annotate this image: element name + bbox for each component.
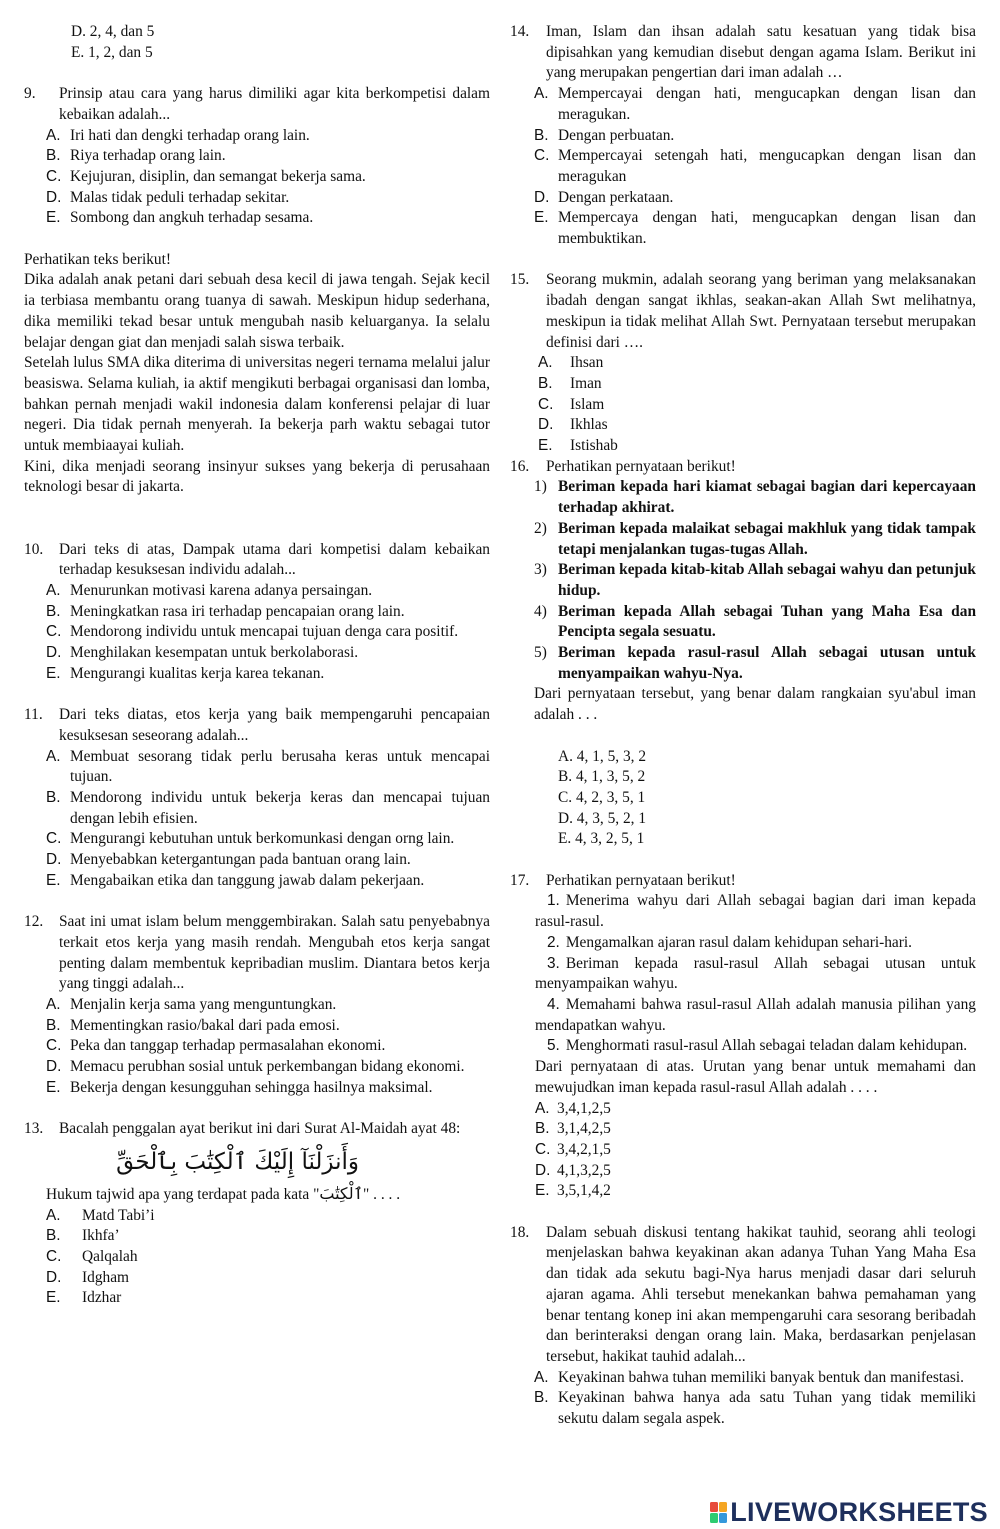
statement-text: Beriman kepada rasul-rasul Allah sebagai utusan untuk menyampaikan wahyu. <box>535 954 976 993</box>
option-a[interactable] <box>46 126 490 147</box>
statement-label: 1) <box>534 478 547 496</box>
arabic-word: ٱلْكِتَٰبَ <box>319 1183 364 1203</box>
option-b[interactable] <box>46 1226 490 1247</box>
option-label: B. <box>534 1389 549 1407</box>
option-label: D. <box>535 1161 551 1179</box>
question-prompt: Dari pernyataan tersebut, yang benar dalam rangkaian syu'abul iman adalah . . . <box>534 685 976 724</box>
option-text: Menyebabkan ketergantungan pada bantuan orang lain. <box>70 851 411 869</box>
option-b[interactable] <box>534 1388 976 1429</box>
left-column <box>24 22 490 1309</box>
option-text: Mementingkan rasio/bakal dari pada emosi. <box>70 1016 340 1034</box>
statement-text: Menghormati rasul-rasul Allah sebagai teladan dalam kehidupan. <box>565 1037 968 1055</box>
question-15 <box>510 270 976 456</box>
option-e[interactable] <box>46 208 490 229</box>
option-c[interactable] <box>46 622 490 643</box>
tajwid-question <box>24 1184 490 1206</box>
question-number: 11. <box>24 706 43 724</box>
question-18 <box>510 1223 976 1430</box>
option-label: E. <box>46 871 61 889</box>
question-text: Saat ini umat islam belum menggembirakan. Salah satu penyebabnya terkait etos kerja yang masih rendah. Mengubah etos kerja sangat penting dalam membentuk kepribadian muslim. Diantara betos kerja yang tinggi adalah... <box>59 913 490 993</box>
statement-text: Mengamalkan ajaran rasul dalam kehidupan sehari-hari. <box>565 933 912 951</box>
option-text: Menghilakan kesempatan untuk berkolaborasi. <box>70 644 359 662</box>
option-c[interactable] <box>46 1036 490 1057</box>
question-number: 9. <box>24 85 36 103</box>
statement-4 <box>534 602 976 643</box>
option-text: Mendorong individu untuk mencapai tujuan denga cara positif. <box>70 623 459 641</box>
option-label: E. <box>46 1289 61 1307</box>
question-10 <box>24 540 490 685</box>
question-number: 17. <box>510 871 530 889</box>
statement-4 <box>535 995 976 1036</box>
option-d[interactable] <box>46 1268 490 1289</box>
question-number: 16. <box>510 457 530 475</box>
reading-passage <box>24 250 490 498</box>
question-text: Bacalah penggalan ayat berikut ini dari Surat Al-Maidah ayat 48: <box>59 1120 461 1138</box>
liveworksheets-logo-icon <box>710 1502 727 1523</box>
option-text: Kejujuran, disiplin, dan semangat bekerja sama. <box>70 167 366 185</box>
option-text: Memacu perubhan sosial untuk perkembangan bidang ekonomi. <box>70 1058 465 1076</box>
option-label: C. <box>538 395 554 413</box>
option-label: A. <box>46 747 61 765</box>
prev-option-e: E. 1, 2, dan 5 <box>71 43 153 61</box>
option-text: Malas tidak peduli terhadap sekitar. <box>70 188 290 206</box>
option-b[interactable]: B. 4, 1, 3, 5, 2 <box>558 768 646 786</box>
question-11 <box>24 705 490 891</box>
option-label: A. <box>46 995 61 1013</box>
option-label: A. <box>46 581 61 599</box>
option-b[interactable] <box>538 374 976 395</box>
statement-3 <box>534 560 976 601</box>
option-text: Mempercayai dengan hati, mengucapkan dengan lisan dan meragukan. <box>558 85 976 123</box>
option-d[interactable] <box>46 188 490 209</box>
statement-label: 4. <box>547 996 560 1013</box>
option-label: C. <box>46 1247 62 1265</box>
option-text: Mengurangi kebutuhan untuk berkomunkasi dengan orng lain. <box>70 830 455 848</box>
option-d[interactable] <box>538 415 976 436</box>
statement-label: 2. <box>547 933 560 951</box>
option-text: Keyakinan bahwa hanya ada satu Tuhan yang tidak memiliki sekutu dalam segala aspek. <box>558 1389 976 1428</box>
option-text: Mengurangi kualitas kerja karea tekanan. <box>70 664 325 682</box>
question-13 <box>24 1119 490 1309</box>
option-text: Membuat sesorang tidak perlu berusaha keras untuk mencapai tujuan. <box>70 747 490 786</box>
option-label: A. <box>46 1206 61 1224</box>
option-e[interactable] <box>46 664 490 685</box>
option-text: Mempercaya dengan hati, mengucapkan dengan lisan dan membuktikan. <box>558 209 976 248</box>
option-label: B. <box>46 1227 61 1245</box>
option-label: A. <box>534 85 549 103</box>
tajwid-question-post: " . . . . <box>363 1185 401 1203</box>
question-number: 13. <box>24 1120 44 1138</box>
option-label: D. <box>538 416 554 434</box>
statement-2 <box>535 933 976 954</box>
option-d[interactable]: D. 4, 3, 5, 2, 1 <box>558 809 647 827</box>
statement-label: 5) <box>534 644 547 662</box>
statement-label: 5. <box>547 1037 560 1055</box>
question-prompt: Dari pernyataan di atas. Urutan yang benar untuk memahami dan mewujudkan iman kepada rasul-rasul Allah adalah . . . . <box>535 1058 976 1096</box>
option-a[interactable] <box>46 1206 490 1227</box>
option-b[interactable] <box>534 126 976 147</box>
option-text: Sombong dan angkuh terhadap sesama. <box>70 209 314 227</box>
statement-text: Beriman kepada rasul-rasul Allah sebagai utusan untuk menyampaikan wahyu-Nya. <box>558 644 976 682</box>
option-a[interactable] <box>46 747 490 788</box>
question-17 <box>510 871 976 1202</box>
statement-5 <box>534 643 976 684</box>
tajwid-question-pre: Hukum tajwid apa yang terdapat pada kata " <box>46 1185 320 1203</box>
option-label: C. <box>534 147 550 165</box>
option-text: Keyakinan bahwa tuhan memiliki banyak bentuk dan manifestasi. <box>558 1368 965 1386</box>
statement-text: Beriman kepada hari kiamat sebagai bagian dari kepercayaan terhadap akhirat. <box>558 478 976 517</box>
option-c[interactable]: C. 4, 2, 3, 5, 1 <box>558 788 646 806</box>
option-text: 3,1,4,2,5 <box>557 1120 611 1138</box>
option-text: Iman <box>570 374 602 392</box>
option-a[interactable] <box>535 1099 976 1120</box>
statement-label: 3. <box>547 954 560 972</box>
option-b[interactable] <box>46 788 490 829</box>
option-c[interactable] <box>46 829 490 850</box>
passage-paragraph-1: Dika adalah anak petani dari sebuah desa kecil di jawa tengah. Sejak kecil ia terbiasa membantu orang tuanya di sawah. Meskipun hidup sederhana, dika memiliki tekad besar untuk mengubah nasib keluarganya. Ia selalu belajar dengan giat dan menjadi salah siswa terbaik. <box>24 271 490 351</box>
statement-text: Beriman kepada malaikat sebagai makhluk yang tidak tampak tetapi menjalankan tugas-tugas Allah. <box>558 519 976 558</box>
option-text: Qalqalah <box>82 1247 138 1265</box>
statement-text: Beriman kepada kitab-kitab Allah sebagai wahyu dan petunjuk hidup. <box>558 561 976 599</box>
question-number: 10. <box>24 540 44 558</box>
option-b[interactable] <box>46 1016 490 1037</box>
option-label: B. <box>46 788 61 806</box>
statement-label: 1. <box>547 892 560 910</box>
option-text: Islam <box>570 395 605 413</box>
option-text: Peka dan tanggap terhadap permasalahan ekonomi. <box>70 1037 386 1055</box>
statement-text: Menerima wahyu dari Allah sebagai bagian dari iman kepada rasul-rasul. <box>535 892 976 931</box>
question-14 <box>510 22 976 250</box>
option-text: Mempercayai setengah hati, mengucapkan dengan lisan dan meragukan <box>558 147 976 185</box>
statement-text: Memahami bahwa rasul-rasul Allah adalah manusia pilihan yang mendapatkan wahyu. <box>535 996 976 1034</box>
statement-label: 3) <box>534 561 547 579</box>
option-label: D. <box>46 1058 62 1076</box>
option-label: D. <box>46 1268 62 1286</box>
statement-text: Beriman kepada Allah sebagai Tuhan yang Maha Esa dan Pencipta segala sesuatu. <box>558 602 976 641</box>
statement-label: 4) <box>534 602 547 620</box>
question-text: Dalam sebuah diskusi tentang hakikat tauhid, seorang ahli teologi menjelaskan bahwa keyakinan akan adanya Tuhan Yang Maha Esa dan tidak ada sekutu bagi-Nya harus menjadi dasar dari seluruh ajaran agama. Ahli tersebut menekankan bahwa pemahaman yang benar tentang konep ini akan mempengaruhi cara sesorang beribadah dan berinteraksi dengan orang lain. Maka, berdasarkan penjelasan tersebut, hakikat tauhid adalah... <box>546 1223 976 1365</box>
option-label: E. <box>46 209 61 227</box>
option-e[interactable] <box>46 1288 490 1309</box>
option-label: B. <box>46 1016 61 1034</box>
option-label: E. <box>46 664 61 682</box>
statement-5 <box>535 1036 976 1057</box>
option-text: 3,4,2,1,5 <box>557 1140 611 1158</box>
option-label: C. <box>46 167 62 185</box>
option-text: 4,1,3,2,5 <box>557 1161 611 1179</box>
option-label: C. <box>46 623 62 641</box>
option-label: D. <box>46 188 62 206</box>
option-text: Ihsan <box>570 354 604 372</box>
option-label: E. <box>46 1078 61 1096</box>
option-text: 3,4,1,2,5 <box>557 1099 611 1117</box>
option-label: A. <box>46 126 61 144</box>
option-text: Dengan perbuatan. <box>558 126 675 144</box>
option-label: D. <box>46 644 62 662</box>
option-text: Menjalin kerja sama yang menguntungkan. <box>70 995 337 1013</box>
question-number: 18. <box>510 1223 530 1241</box>
option-text: Idgham <box>82 1268 130 1286</box>
option-b[interactable] <box>46 602 490 623</box>
option-c[interactable] <box>535 1140 976 1161</box>
watermark-text: LIVEWORKSHEETS <box>730 1497 988 1527</box>
option-text: Iri hati dan dengki terhadap orang lain. <box>70 126 310 144</box>
option-label: B. <box>46 147 61 165</box>
question-text: Seorang mukmin, adalah seorang yang beriman yang melaksanakan ibadah dengan sangat ikhlas, seakan-akan Allah Swt melihatnya, meskipun ia tidak melihat Allah Swt. Pernyataan tersebut merupakan definisi dari …. <box>546 271 976 351</box>
option-label: B. <box>534 126 549 144</box>
option-label: A. <box>535 1099 550 1117</box>
question-12 <box>24 912 490 1098</box>
passage-intro: Perhatikan teks berikut! <box>24 250 172 268</box>
option-text: Dengan perkataan. <box>558 188 674 206</box>
option-d[interactable] <box>46 643 490 664</box>
option-label: A. <box>538 354 553 372</box>
option-a[interactable] <box>46 995 490 1016</box>
option-label: D. <box>534 188 550 206</box>
option-text: Riya terhadap orang lain. <box>70 147 226 165</box>
option-text: Idzhar <box>82 1289 122 1307</box>
arabic-verse: وَأَنزَلْنَآ إِلَيْكَ ٱلْكِتَٰبَ بِٱلْحَقِّ <box>116 1148 359 1175</box>
option-e[interactable] <box>534 208 976 249</box>
option-text: Matd Tabi’i <box>82 1206 155 1224</box>
option-e[interactable] <box>535 1181 976 1202</box>
option-label: E. <box>534 209 549 227</box>
right-column <box>510 22 976 1430</box>
option-c[interactable] <box>534 146 976 187</box>
option-label: A. <box>534 1368 549 1386</box>
option-label: B. <box>46 602 61 620</box>
option-a[interactable] <box>534 1368 976 1389</box>
option-d[interactable] <box>46 850 490 871</box>
statement-2 <box>534 519 976 560</box>
question-number: 14. <box>510 23 530 40</box>
prev-option-d: D. 2, 4, dan 5 <box>71 23 155 40</box>
question-text: Iman, Islam dan ihsan adalah satu kesatuan yang tidak bisa dipisahkan yang kemudian disebut dengan agama Islam. Berikut ini yang merupakan pengertian dari iman adalah … <box>546 23 976 82</box>
option-a[interactable] <box>534 84 976 125</box>
statement-3 <box>535 954 976 995</box>
option-label: C. <box>46 1037 62 1055</box>
option-b[interactable] <box>46 146 490 167</box>
option-text: Ikhfa’ <box>82 1227 120 1245</box>
question-number: 15. <box>510 271 530 289</box>
option-label: C. <box>46 830 62 848</box>
statement-1 <box>535 891 976 932</box>
question-9 <box>24 84 490 229</box>
question-text: Dari teks diatas, etos kerja yang baik mempengaruhi pencapaian kesuksesan seseorang adalah... <box>59 706 490 744</box>
option-d[interactable] <box>534 188 976 209</box>
option-label: B. <box>538 374 553 392</box>
prev-question-options <box>24 22 490 63</box>
option-e[interactable]: E. 4, 3, 2, 5, 1 <box>558 830 645 848</box>
option-e[interactable] <box>538 436 976 457</box>
option-b[interactable] <box>535 1119 976 1140</box>
question-number: 12. <box>24 913 44 931</box>
option-text: Ikhlas <box>570 416 608 434</box>
option-c[interactable] <box>46 1247 490 1268</box>
option-e[interactable] <box>46 1078 490 1099</box>
question-text: Perhatikan pernyataan berikut! <box>546 871 736 889</box>
option-label: E. <box>535 1182 550 1200</box>
option-a[interactable] <box>46 581 490 602</box>
passage-paragraph-2: Setelah lulus SMA dika diterima di universitas negeri ternama melalui jalur beasiswa. Selama kuliah, ia aktif mengikuti berbagai organisasi dan lomba, bahkan pernah menjadi wakil indonesia dalam konferensi pelajar di luar negeri. Dia tidak pernah menyerah. Ia bekerja parh waktu sebagai tutor untuk membiaayai kuliah. <box>24 354 490 455</box>
option-text: Istishab <box>570 437 618 455</box>
question-text: Dari teks di atas, Dampak utama dari kompetisi dalam kebaikan terhadap kesuksesan individu adalah... <box>59 540 490 579</box>
option-a[interactable]: A. 4, 1, 5, 3, 2 <box>558 747 647 765</box>
option-label: C. <box>535 1140 551 1158</box>
passage-paragraph-3: Kini, dika menjadi seorang insinyur sukses yang bekerja di perusahaan teknologi besar di jakarta. <box>24 457 490 496</box>
option-text: Meningkatkan rasa iri terhadap pencapaian orang lain. <box>70 602 405 620</box>
option-c[interactable] <box>46 167 490 188</box>
option-label: B. <box>535 1120 550 1138</box>
question-text: Perhatikan pernyataan berikut! <box>546 457 736 475</box>
statement-label: 2) <box>534 519 547 537</box>
option-text: Mengabaikan etika dan tanggung jawab dalam pekerjaan. <box>70 871 425 889</box>
option-text: Mendorong individu untuk bekerja keras dan mencapai tujuan dengan lebih efisien. <box>70 788 490 827</box>
option-d[interactable] <box>46 1057 490 1078</box>
option-text: Menurunkan motivasi karena adanya persaingan. <box>70 581 373 599</box>
option-label: D. <box>46 851 62 869</box>
option-text: Bekerja dengan kesungguhan sehingga hasilnya maksimal. <box>70 1078 433 1096</box>
statement-1 <box>534 477 976 518</box>
option-c[interactable] <box>538 395 976 416</box>
option-e[interactable] <box>46 871 490 892</box>
option-d[interactable] <box>535 1161 976 1182</box>
liveworksheets-watermark <box>710 1499 988 1526</box>
option-a[interactable] <box>538 353 976 374</box>
question-text: Prinsip atau cara yang harus dimiliki agar kita berkompetisi dalam kebaikan adalah... <box>59 85 490 123</box>
question-16 <box>510 457 976 850</box>
option-label: E. <box>538 437 553 455</box>
option-text: 3,5,1,4,2 <box>557 1182 611 1200</box>
